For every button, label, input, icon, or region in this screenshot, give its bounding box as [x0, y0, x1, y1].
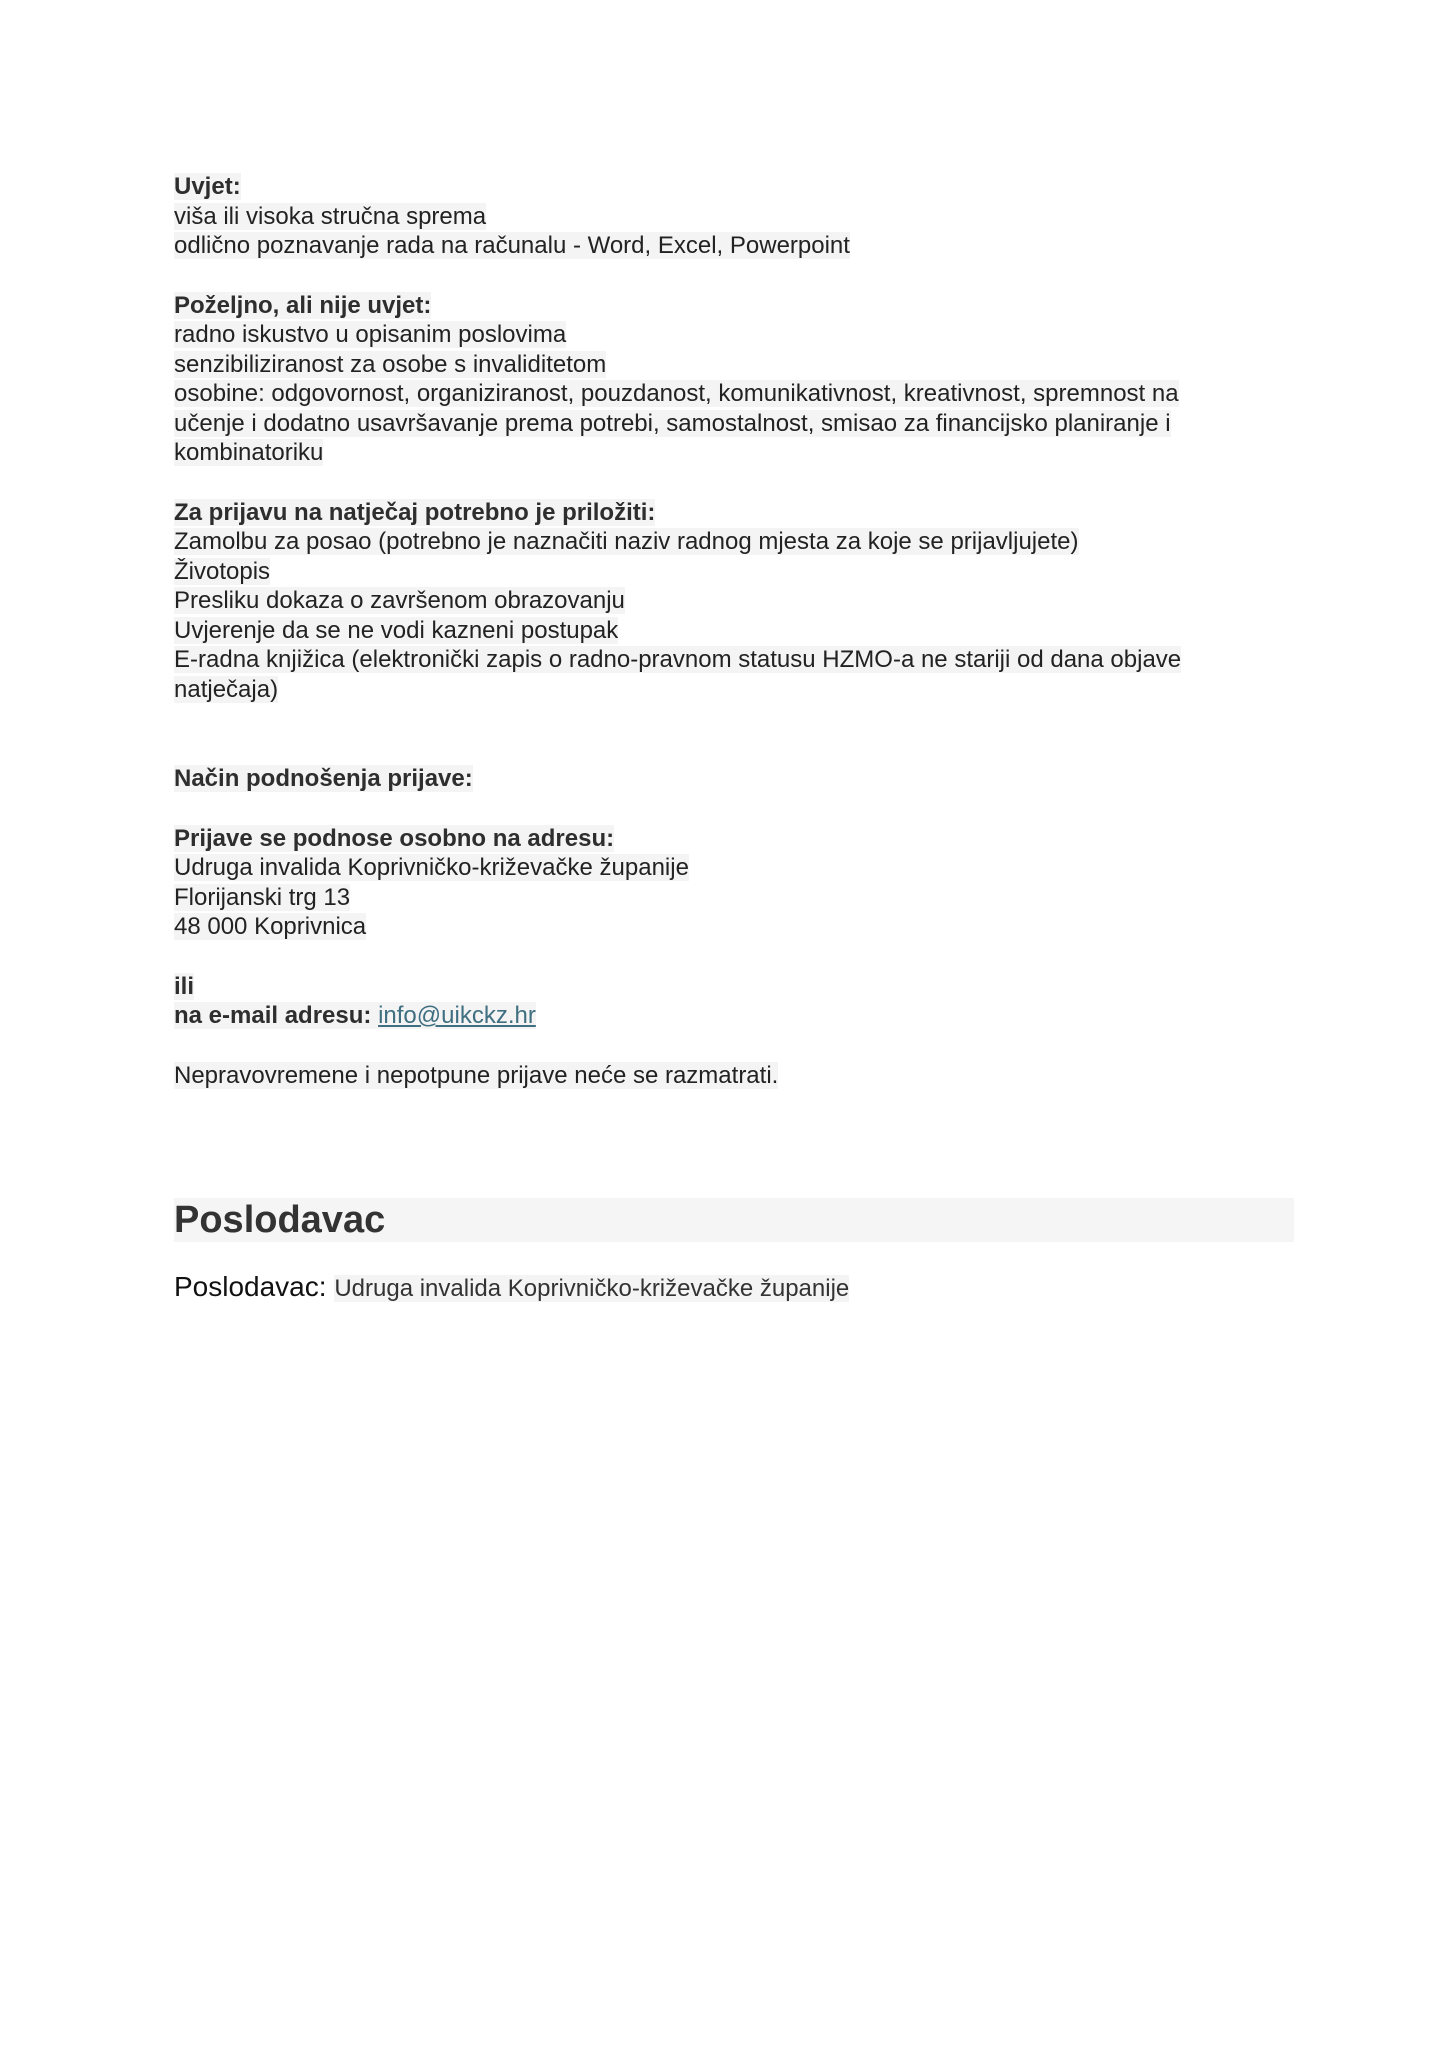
document-page	[174, 172, 1294, 1306]
submission-heading: Način podnošenja prijave:	[174, 765, 473, 792]
conditions-heading: Uvjet:	[174, 173, 241, 200]
attachment-item: Presliku dokaza o završenom obrazovanju	[174, 587, 625, 614]
attachment-item: E-radna knjižica (elektronički zapis o radno-pravnom statusu HZMO-a ne stariji od dana objave	[174, 646, 1182, 673]
email-link[interactable]: info@uikckz.hr	[378, 1002, 536, 1029]
attachments-section	[174, 498, 1294, 705]
employer-label: Poslodavac:	[174, 1271, 327, 1302]
desirable-section	[174, 291, 1294, 468]
employer-section-title: Poslodavac	[174, 1198, 1294, 1242]
desirable-traits: kombinatoriku	[174, 439, 324, 466]
submission-note: Nepravovremene i nepotpune prijave neće se razmatrati.	[174, 1061, 779, 1089]
attachment-item: natječaja)	[174, 675, 279, 703]
address-line: Florijanski trg 13	[174, 883, 351, 911]
or-label: ili	[174, 972, 195, 1000]
attachment-item: Životopis	[174, 557, 271, 585]
desirable-traits: učenje i dodatno usavršavanje prema potrebi, samostalnost, smisao za financijsko planiranje i	[174, 409, 1171, 437]
address-line: Udruga invalida Koprivničko-križevačke županije	[174, 854, 689, 881]
address-line: 48 000 Koprivnica	[174, 913, 367, 940]
desirable-item: radno iskustvo u opisanim poslovima	[174, 321, 567, 348]
employer-section	[174, 1198, 1294, 1306]
employer-line	[174, 1270, 1294, 1306]
desirable-heading: Poželjno, ali nije uvjet:	[174, 291, 432, 319]
desirable-item: senzibiliziranost za osobe s invaliditetom	[174, 350, 607, 378]
employer-value: Udruga invalida Koprivničko-križevačke županije	[334, 1275, 850, 1302]
conditions-item: viša ili visoka stručna sprema	[174, 202, 487, 230]
submission-section	[174, 764, 1294, 1090]
email-label: na e-mail adresu:	[174, 1002, 372, 1029]
attachment-item: Zamolbu za posao (potrebno je naznačiti naziv radnog mjesta za koje se prijavljujete)	[174, 528, 1079, 555]
email-line	[174, 1001, 1294, 1031]
conditions-section	[174, 172, 1294, 261]
desirable-traits: osobine: odgovornost, organiziranost, pouzdanost, komunikativnost, kreativnost, spremnost na	[174, 380, 1179, 407]
attachments-heading: Za prijavu na natječaj potrebno je priložiti:	[174, 498, 656, 526]
in-person-heading: Prijave se podnose osobno na adresu:	[174, 824, 615, 852]
conditions-item: odlično poznavanje rada na računalu - Word, Excel, Powerpoint	[174, 232, 850, 259]
attachment-item: Uvjerenje da se ne vodi kazneni postupak	[174, 616, 619, 644]
